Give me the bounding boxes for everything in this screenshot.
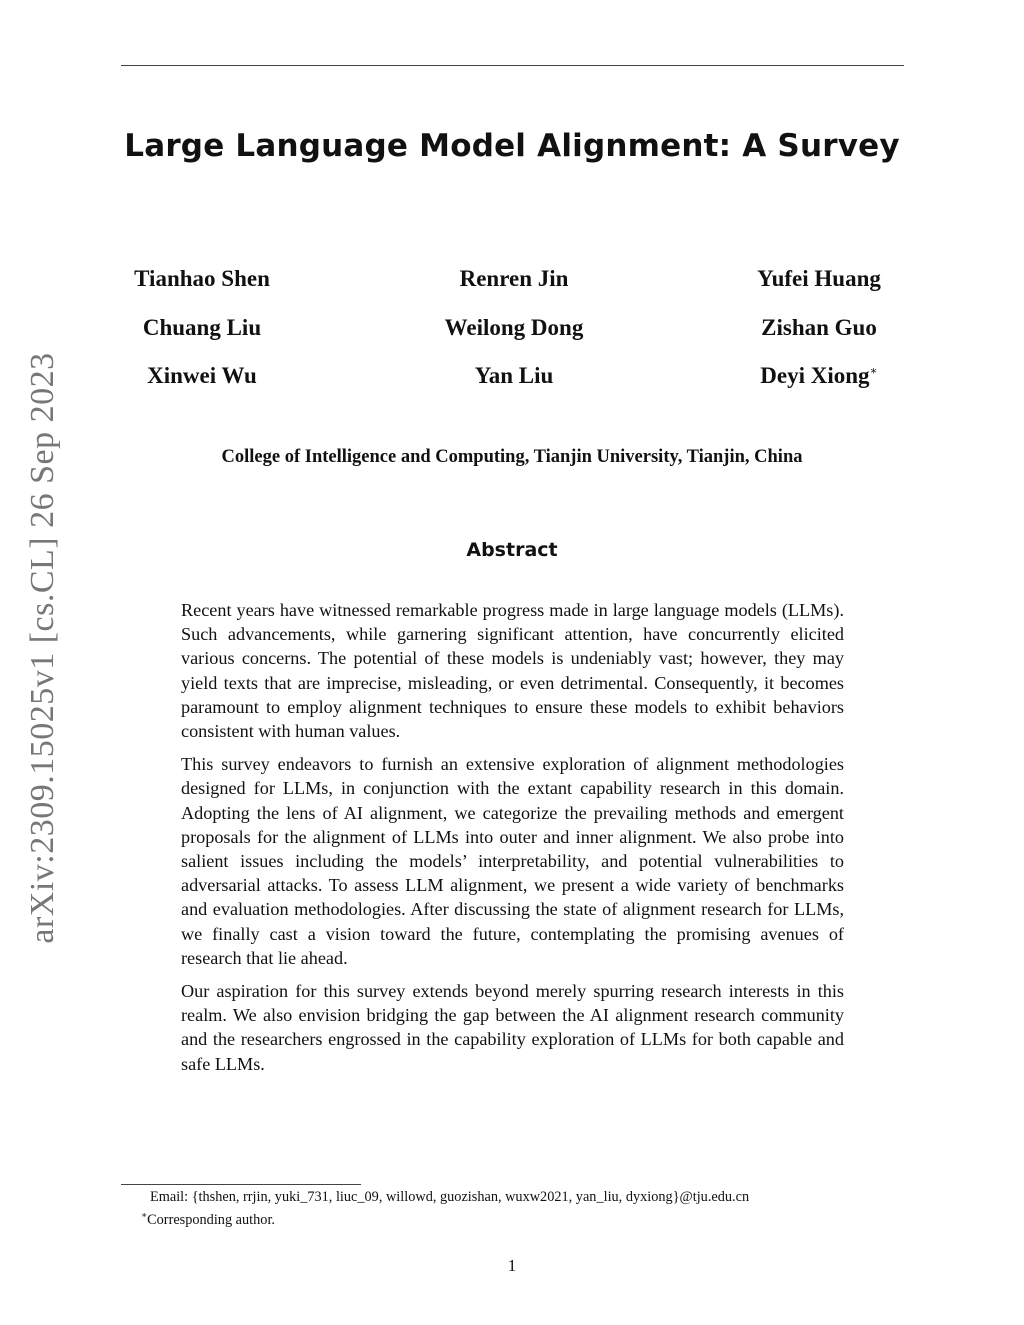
abstract-heading: Abstract xyxy=(466,539,558,561)
abstract-body xyxy=(181,598,844,1085)
author-name: Tianhao Shen xyxy=(134,266,270,291)
author-name: Renren Jin xyxy=(459,266,569,291)
author-name: Deyi Xiong xyxy=(760,363,870,388)
corresponding-footnote xyxy=(141,1206,921,1229)
author-name: Zishan Guo xyxy=(761,315,877,340)
corresponding-footnote-text: Corresponding author. xyxy=(147,1211,275,1228)
footnote-rule xyxy=(121,1184,361,1185)
abstract-paragraph: Recent years have witnessed remarkable progress made in large language models (LLMs). Such advancements, while garnering significant attention, have concurrently elicited various concerns. The potential of these models is undeniably vast; however, they may yield texts that are imprecise, misleading, or even detrimental. Consequently, it becomes paramount to employ alignment techniques to ensure these models to exhibit behaviors consistent with human values. xyxy=(181,600,844,742)
paper-title: Large Language Model Alignment: A Survey xyxy=(124,128,900,164)
affiliation: College of Intelligence and Computing, Tianjin University, Tianjin, China xyxy=(221,447,803,467)
page-number: 1 xyxy=(507,1256,517,1275)
email-footnote: Email: {thshen, rrjin, yuki_731, liuc_09, willowd, guozishan, wuxw2021, yan_liu, dyxiong}@tju.edu.cn xyxy=(150,1189,750,1205)
abstract-paragraph: Our aspiration for this survey extends beyond merely spurring research interests in this realm. We also envision bridging the gap between the AI alignment research community and the researchers engrossed in the capability exploration of LLMs for both capable and safe LLMs. xyxy=(181,981,844,1074)
footnotes xyxy=(141,1188,921,1229)
author-name: Weilong Dong xyxy=(444,315,584,340)
corresponding-mark: ∗ xyxy=(869,363,878,378)
author-name: Yan Liu xyxy=(474,363,554,388)
top-rule xyxy=(121,65,904,66)
author-name: Chuang Liu xyxy=(142,315,262,340)
corresponding-footnote-mark: ∗ xyxy=(141,1210,148,1220)
author-corresponding xyxy=(699,363,939,389)
abstract-paragraph: This survey endeavors to furnish an extensive exploration of alignment methodologies designed for LLMs, in conjunction with the extant capability research in this domain. Adopting the lens of AI alignment, we categorize the prevailing methods and emergent proposals for the alignment of LLMs into outer and inner alignment. We also probe into salient issues including the models’ interpretability, and potential vulnerabilities to adversarial attacks. To assess LLM alignment, we present a wide variety of benchmarks and evaluation methodologies. After discussing the state of alignment research for LLMs, we finally cast a vision toward the future, contemplating the promising avenues of research that lie ahead. xyxy=(181,754,844,968)
author-name: Yufei Huang xyxy=(757,266,881,291)
arxiv-identifier-sidebar: arXiv:2309.15025v1 [cs.CL] 26 Sep 2023 xyxy=(24,352,61,944)
author-name: Xinwei Wu xyxy=(147,363,257,388)
